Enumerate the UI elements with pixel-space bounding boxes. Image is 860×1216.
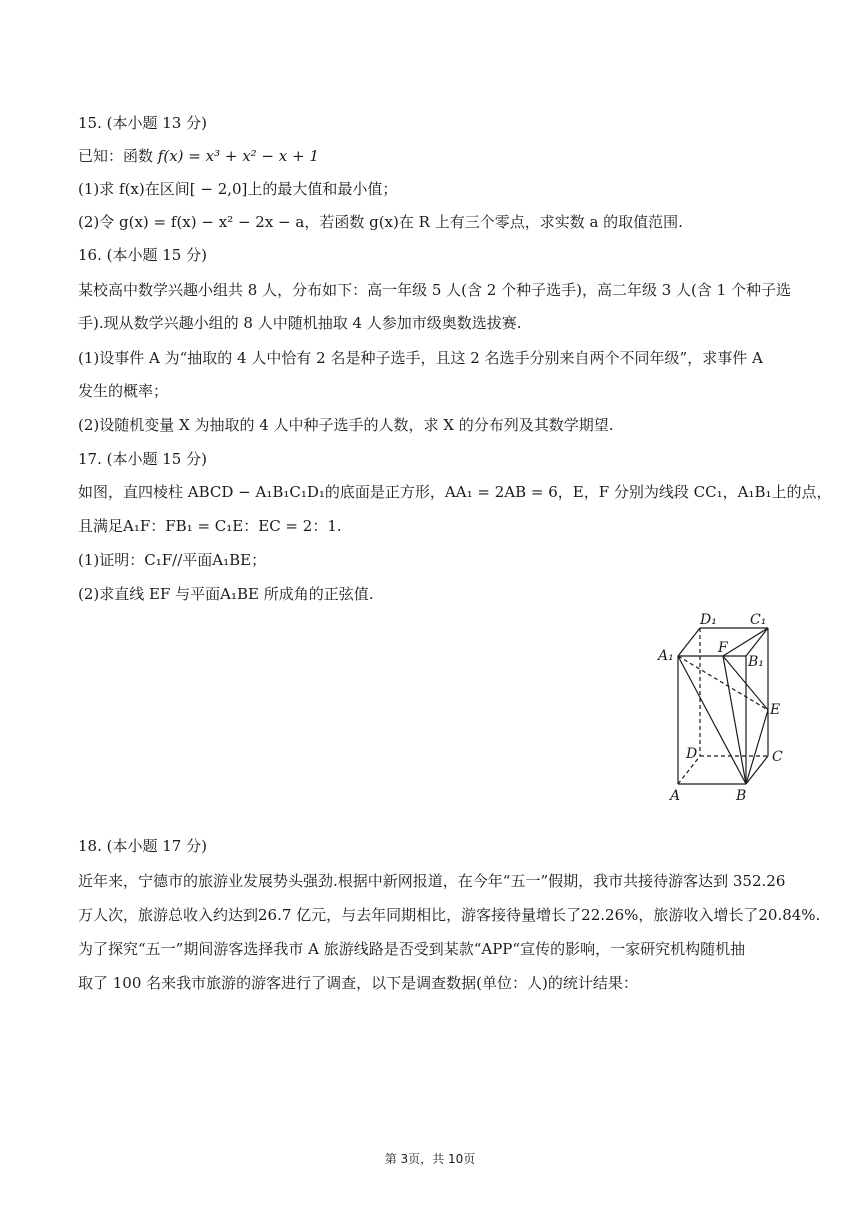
- label-e: E: [770, 702, 781, 718]
- edge-c1-b1: [746, 628, 768, 656]
- segment-f-b: [723, 656, 746, 784]
- segment-b-e: [746, 710, 768, 784]
- q18-line2: 万人次，旅游总收入约达到26.7 亿元，与去年同期相比，游客接待量增长了22.26%，旅游收入增长了20.84%.: [78, 906, 821, 924]
- q16-part1-b: 发生的概率；: [78, 382, 169, 400]
- edge-b-c: [746, 756, 768, 784]
- segment-c1-f: [723, 628, 768, 656]
- q15-given: [78, 146, 319, 166]
- label-c1: C₁: [750, 612, 767, 628]
- q18-header: 18. (本小题 17 分): [78, 837, 207, 855]
- q15-given-label: 已知：函数: [78, 147, 154, 165]
- q15-part1: (1)求 f(x)在区间[ − 2,0]上的最大值和最小值；: [78, 180, 398, 198]
- segment-a1-b: [678, 656, 746, 784]
- q16-part1-a: (1)设事件 A 为“抽取的 4 人中恰有 2 名是种子选手，且这 2 名选手分别来自两个不同年级”，求事件 A: [78, 349, 763, 367]
- q17-part2: (2)求直线 EF 与平面A₁BE 所成角的正弦值.: [78, 585, 374, 603]
- q17-part1: (1)证明：C₁F//平面A₁BE；: [78, 551, 267, 569]
- q17-line1: 如图，直四棱柱 ABCD − A₁B₁C₁D₁的底面是正方形，AA₁ = 2AB = 6，E，F 分别为线段 CC₁，A₁B₁上的点，: [78, 483, 832, 501]
- label-b: B: [736, 788, 747, 804]
- q16-header: 16. (本小题 15 分): [78, 246, 207, 264]
- q15-function-expr: f(x) = x³ + x² − x + 1: [157, 147, 319, 165]
- label-f: F: [718, 640, 728, 656]
- q18-line4: 取了 100 名来我市旅游的游客进行了调查，以下是调查数据(单位：人)的统计结果：: [78, 974, 638, 992]
- q18-line1: 近年来，宁德市的旅游业发展势头强劲.根据中新网报道，在今年“五一”假期，我市共接待游客达到 352.26: [78, 872, 786, 890]
- q15-part2: (2)令 g(x) = f(x) − x² − 2x − a，若函数 g(x)在 R 上有三个零点，求实数 a 的取值范围.: [78, 213, 683, 231]
- label-b1: B₁: [748, 654, 764, 670]
- q16-line1: 某校高中数学兴趣小组共 8 人，分布如下：高一年级 5 人(含 2 个种子选手)，高二年级 3 人(含 1 个种子选: [78, 281, 791, 299]
- q17-line2: 且满足A₁F：FB₁ = C₁E：EC = 2：1.: [78, 517, 342, 535]
- q16-part2: (2)设随机变量 X 为抽取的 4 人中种子选手的人数，求 X 的分布列及其数学期望.: [78, 416, 614, 434]
- q16-line2: 手).现从数学兴趣小组的 8 人中随机抽取 4 人参加市级奥数选拔赛.: [78, 314, 522, 332]
- label-a: A: [670, 788, 681, 804]
- edge-a1-d1: [678, 628, 700, 656]
- label-a1: A₁: [658, 648, 674, 664]
- q15-header: 15. (本小题 13 分): [78, 114, 207, 132]
- page-footer: 第 3页，共 10页: [384, 1152, 476, 1166]
- q17-header: 17. (本小题 15 分): [78, 450, 207, 468]
- label-d1: D₁: [700, 612, 717, 628]
- label-d: D: [686, 746, 698, 762]
- prism-figure: [650, 606, 800, 806]
- label-c: C: [772, 749, 783, 765]
- q18-line3: 为了探究“五一”期间游客选择我市 A 旅游线路是否受到某款“APP“宣传的影响，一家研究机构随机抽: [78, 940, 746, 958]
